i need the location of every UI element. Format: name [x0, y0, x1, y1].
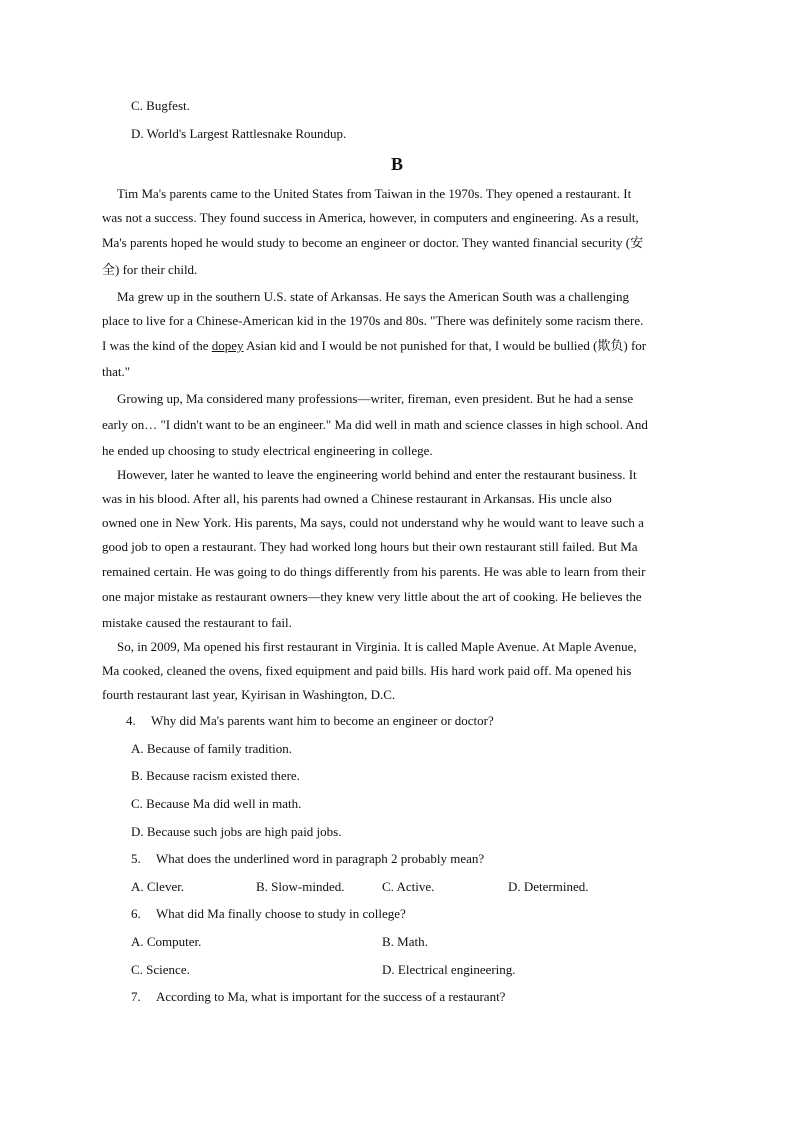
passage-line: So, in 2009, Ma opened his first restaurant in Virginia. It is called Maple Avenue. At Maple Avenue,	[117, 639, 637, 654]
question-text: What does the underlined word in paragraph 2 probably mean?	[156, 851, 485, 866]
question-5	[131, 851, 484, 867]
underlined-word: dopey	[211, 338, 244, 353]
passage-line: was not a success. They found success in America, however, in computers and engineering. As a result,	[102, 210, 639, 225]
q4-option-a[interactable]: A. Because of family tradition.	[131, 741, 293, 756]
q5-option-c[interactable]: C. Active.	[382, 879, 435, 894]
passage-line: place to live for a Chinese-American kid in the 1970s and 80s. "There was definitely some racism there.	[102, 313, 644, 328]
passage-line: owned one in New York. His parents, Ma says, could not understand why he would want to leave such a	[102, 515, 644, 530]
q5-option-b[interactable]: B. Slow-minded.	[256, 879, 345, 894]
q5-option-d[interactable]: D. Determined.	[508, 879, 589, 894]
passage-line-with-underline	[102, 338, 690, 354]
passage-line: good job to open a restaurant. They had worked long hours but their own restaurant still failed. But Ma	[102, 539, 638, 554]
passage-line: early on… "I didn't want to be an engineer." Ma did well in math and science classes in high school. And	[102, 417, 648, 432]
passage-fragment: Asian kid and I would be not punished for that, I would be bullied (欺负) for	[246, 338, 647, 353]
question-4	[126, 713, 494, 729]
question-number: 7.	[131, 989, 141, 1004]
passage-line: fourth restaurant last year, Kyirisan in Washington, D.C.	[102, 687, 396, 702]
question-text: According to Ma, what is important for the success of a restaurant?	[156, 989, 506, 1004]
prev-option-d: D. World's Largest Rattlesnake Roundup.	[131, 126, 347, 141]
q6-option-d[interactable]: D. Electrical engineering.	[382, 962, 516, 977]
q4-option-c[interactable]: C. Because Ma did well in math.	[131, 796, 302, 811]
question-number: 4.	[126, 713, 136, 728]
passage-line: Ma cooked, cleaned the ovens, fixed equipment and paid bills. His hard work paid off. Ma opened his	[102, 663, 632, 678]
question-6	[131, 906, 406, 922]
section-title: B	[390, 154, 403, 174]
q6-option-a[interactable]: A. Computer.	[131, 934, 202, 949]
question-number: 6.	[131, 906, 141, 921]
passage-line: However, later he wanted to leave the engineering world behind and enter the restaurant business. It	[117, 467, 637, 482]
passage-fragment: I was the kind of the	[102, 338, 209, 353]
question-number: 5.	[131, 851, 141, 866]
q4-option-b[interactable]: B. Because racism existed there.	[131, 768, 300, 783]
q5-option-a[interactable]: A. Clever.	[131, 879, 185, 894]
passage-line: Ma grew up in the southern U.S. state of Arkansas. He says the American South was a challenging	[117, 289, 629, 304]
passage-line: was in his blood. After all, his parents had owned a Chinese restaurant in Arkansas. His uncle also	[102, 491, 612, 506]
passage-line: he ended up choosing to study electrical engineering in college.	[102, 443, 433, 458]
question-7	[131, 989, 505, 1005]
passage-line: mistake caused the restaurant to fail.	[102, 615, 292, 630]
q6-option-b[interactable]: B. Math.	[382, 934, 428, 949]
q4-option-d[interactable]: D. Because such jobs are high paid jobs.	[131, 824, 342, 839]
question-text: Why did Ma's parents want him to become an engineer or doctor?	[151, 713, 494, 728]
passage-line: Ma's parents hoped he would study to become an engineer or doctor. They wanted financial security (安	[102, 235, 644, 250]
passage-line: 全) for their child.	[102, 262, 198, 277]
passage-line: Tim Ma's parents came to the United States from Taiwan in the 1970s. They opened a restaurant. It	[117, 186, 632, 201]
passage-line: remained certain. He was going to do things differently from his parents. He was able to learn from their	[102, 564, 646, 579]
prev-option-c: C. Bugfest.	[131, 98, 190, 113]
question-text: What did Ma finally choose to study in college?	[156, 906, 406, 921]
passage-line: one major mistake as restaurant owners—they knew very little about the art of cooking. He believes the	[102, 589, 642, 604]
q6-option-c[interactable]: C. Science.	[131, 962, 190, 977]
passage-line: that."	[102, 364, 131, 379]
passage-line: Growing up, Ma considered many professions—writer, fireman, even president. But he had a sense	[117, 391, 634, 406]
